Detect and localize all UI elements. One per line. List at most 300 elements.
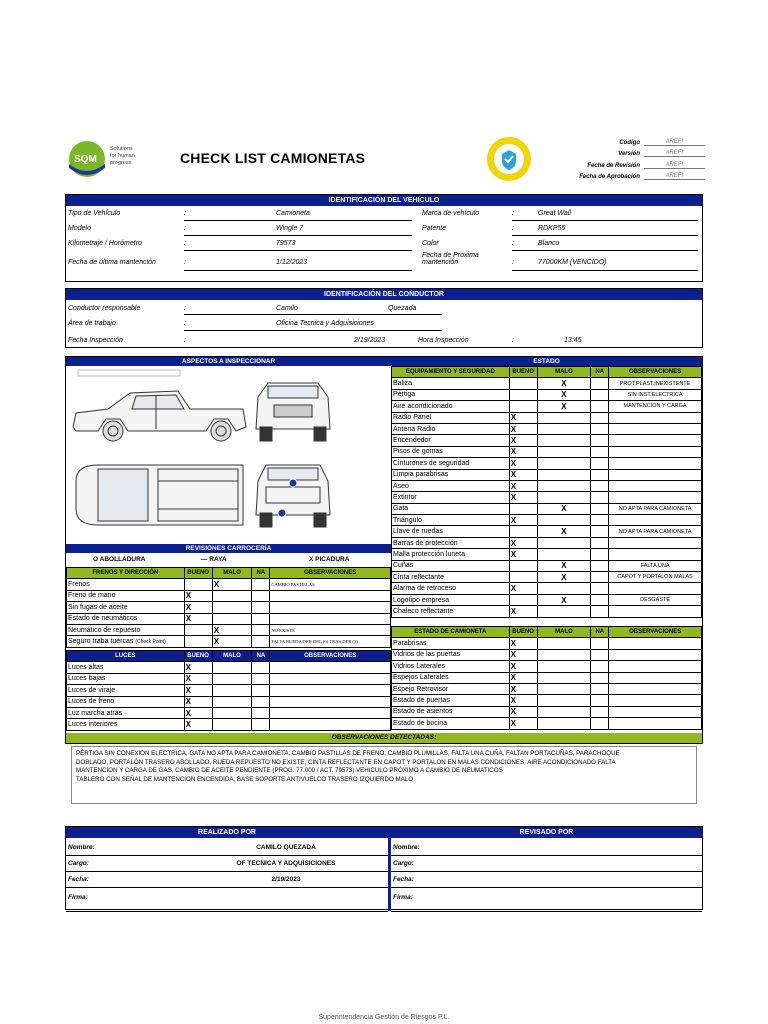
malo-cell[interactable]	[212, 662, 252, 673]
na-cell[interactable]	[591, 706, 609, 717]
item-label: Limpia parabrisas	[393, 471, 449, 479]
item-label: Sin fugas de aceite	[68, 603, 128, 611]
item-label: Parabrisas	[393, 640, 427, 648]
malo-cell[interactable]	[537, 661, 591, 672]
vehicle-value: 1/12/2023	[276, 259, 308, 266]
observacion-cell	[609, 469, 702, 480]
signature-label: Nombre:	[393, 844, 420, 851]
malo-cell[interactable]: X	[537, 401, 591, 412]
na-cell[interactable]	[591, 435, 609, 446]
malo-cell[interactable]	[537, 583, 591, 594]
malo-cell[interactable]	[537, 458, 591, 469]
fecha-inspeccion-label: Fecha Inspección	[68, 337, 123, 344]
bueno-cell[interactable]: X	[509, 469, 537, 480]
table-row	[392, 706, 702, 717]
na-cell[interactable]	[252, 662, 270, 673]
signature-line	[66, 887, 388, 888]
na-cell[interactable]	[591, 446, 609, 457]
item-name	[392, 583, 510, 594]
observacion-cell: SIN INST.ELECTRICA	[609, 389, 702, 400]
observacion-cell	[609, 649, 702, 660]
hora-inspeccion-value: 13:45	[564, 337, 582, 344]
malo-cell[interactable]: X	[537, 572, 591, 583]
driver-first-name: Camilo	[276, 305, 298, 312]
observacion-cell	[609, 683, 702, 694]
signature-label: Nombre:	[68, 844, 95, 851]
malo-cell[interactable]	[537, 638, 591, 649]
table-row	[392, 480, 702, 491]
table-row	[392, 423, 702, 434]
malo-cell[interactable]: X	[212, 624, 252, 635]
malo-cell[interactable]	[537, 515, 591, 526]
malo-cell[interactable]	[212, 602, 252, 613]
na-cell[interactable]	[591, 401, 609, 412]
item-label: Estado de neumáticos	[68, 615, 138, 623]
sep: :	[512, 259, 514, 266]
bueno-cell[interactable]: X	[509, 435, 537, 446]
item-name	[392, 606, 510, 617]
column-header: OBSERVACIONES	[609, 627, 702, 638]
signature-line	[391, 887, 702, 888]
item-name	[67, 707, 185, 718]
item-label: Espejo Retrovisor	[393, 685, 449, 693]
observaciones-text	[71, 746, 697, 804]
table-header	[392, 367, 702, 378]
bueno-cell[interactable]: X	[509, 661, 537, 672]
meta-value: #REF!	[644, 150, 705, 157]
column-header: EQUIPAMIENTO Y SEGURIDAD	[392, 367, 510, 378]
column-header: NA	[252, 651, 270, 662]
item-label: Espejos Laterales	[393, 674, 449, 682]
column-header: MALO	[212, 651, 252, 662]
table-row	[392, 446, 702, 457]
observacion-cell	[609, 480, 702, 491]
malo-cell[interactable]: X	[537, 378, 591, 389]
obs-line: PÉRTIGA SIN CONEXION ELECTRICA, GATA NO APTA PARA CAMIONETA, CAMBIO PASTILLAS DE FRENO, CAMBIO PLUMILLAS, FALTA UNA CUÑA, FALTAN PORTACUÑAS, PARACHOQUE	[76, 750, 620, 757]
observacion-cell: FALTA UNA	[609, 560, 702, 571]
item-name	[392, 446, 510, 457]
bueno-cell[interactable]: X	[184, 696, 212, 707]
item-label: Pértiga	[393, 391, 416, 399]
sep: :	[512, 210, 514, 217]
na-cell[interactable]	[591, 537, 609, 548]
observacion-cell	[609, 606, 702, 617]
na-cell[interactable]	[252, 707, 270, 718]
malo-cell[interactable]	[537, 549, 591, 560]
malo-cell[interactable]: X	[537, 389, 591, 400]
item-label: Extintor	[393, 493, 417, 501]
sep: :	[512, 337, 514, 344]
observacion-cell	[609, 672, 702, 683]
na-cell[interactable]	[252, 590, 270, 601]
na-cell[interactable]	[591, 480, 609, 491]
table-row	[392, 503, 702, 514]
signature-line	[66, 871, 388, 872]
bueno-cell[interactable]: X	[509, 458, 537, 469]
truck-diagram-icon	[68, 369, 386, 541]
vehicle-value: Wingle 7	[276, 225, 304, 232]
observacion-cell: MANTENCION Y CARGA	[609, 401, 702, 412]
column-header: MALO	[537, 367, 591, 378]
bueno-cell[interactable]: X	[509, 423, 537, 434]
driver-label: Conductor responsable	[68, 305, 141, 312]
item-label: Logotipo empresa	[393, 596, 450, 604]
na-cell[interactable]	[591, 572, 609, 583]
footer-text: Superintendencia Gestión de Riesgos P.L.	[318, 1014, 450, 1021]
malo-cell[interactable]	[537, 672, 591, 683]
na-cell[interactable]	[591, 549, 609, 560]
bueno-cell[interactable]: X	[184, 662, 212, 673]
malo-cell[interactable]	[537, 435, 591, 446]
na-cell[interactable]	[252, 719, 270, 730]
na-cell[interactable]	[591, 469, 609, 480]
malo-cell[interactable]	[537, 537, 591, 548]
table-row	[67, 673, 391, 684]
meta-row	[560, 157, 705, 169]
item-label: Baliza	[393, 380, 413, 388]
item-label: Luces interiores	[68, 721, 118, 729]
table-row	[67, 707, 391, 718]
na-cell[interactable]	[591, 412, 609, 423]
vehicle-row	[66, 236, 702, 251]
malo-cell[interactable]	[212, 696, 252, 707]
malo-cell[interactable]	[537, 412, 591, 423]
vehicle-label: Color	[422, 240, 439, 247]
item-name	[392, 435, 510, 446]
bueno-cell[interactable]: X	[509, 492, 537, 503]
na-cell[interactable]	[591, 683, 609, 694]
malo-cell[interactable]	[537, 492, 591, 503]
table-row	[392, 649, 702, 660]
vehicle-value: 77000KM (VENCIDO)	[538, 259, 607, 266]
na-cell[interactable]	[591, 503, 609, 514]
estado-header: ESTADO	[391, 357, 702, 366]
malo-cell[interactable]	[537, 423, 591, 434]
table-row	[392, 718, 702, 729]
item-name	[392, 458, 510, 469]
na-cell[interactable]	[591, 661, 609, 672]
item-label: Estado de puertas	[393, 697, 450, 705]
observacion-cell	[609, 583, 702, 594]
item-label: Radio Panel	[393, 414, 432, 422]
item-label: Triángulo	[393, 516, 422, 524]
driver-section	[65, 288, 703, 348]
malo-cell[interactable]	[537, 683, 591, 694]
malo-cell[interactable]: X	[212, 636, 252, 647]
na-cell[interactable]	[591, 458, 609, 469]
na-cell[interactable]	[591, 389, 609, 400]
malo-cell[interactable]	[212, 707, 252, 718]
item-name	[392, 718, 510, 729]
table-row	[67, 579, 391, 590]
item-label: Luces altas	[68, 664, 104, 672]
item-name	[67, 685, 185, 696]
na-cell[interactable]	[591, 649, 609, 660]
bueno-cell[interactable]	[509, 503, 537, 514]
item-name	[392, 480, 510, 491]
bueno-cell[interactable]: X	[509, 706, 537, 717]
observacion-cell: NO APTA PARA CAMIONETA	[609, 503, 702, 514]
obs-line: TABLERO CON SEÑAL DE MANTENCION ENCENDIDA, BASE SOPORTE ANTIVUELCO TRASERO IZQUIERDO MALO	[76, 775, 414, 783]
bueno-cell[interactable]: X	[184, 719, 212, 730]
legend-abolladura: O ABOLLADURA	[93, 556, 146, 563]
column-header: BUENO	[184, 568, 212, 579]
malo-cell[interactable]	[537, 649, 591, 660]
signature-label: Cargo:	[68, 860, 89, 867]
item-name	[67, 719, 185, 730]
item-label: Malla protección luneta	[393, 550, 465, 558]
underline	[512, 270, 698, 271]
page-title: CHECK LIST CAMIONETAS	[180, 150, 366, 166]
meta-value: #REF!	[644, 139, 705, 146]
bueno-cell[interactable]: X	[509, 638, 537, 649]
vehicle-section	[65, 194, 703, 282]
bueno-cell[interactable]: X	[184, 685, 212, 696]
observacion-cell: PROT.PLAST.INEXISTENTE	[609, 378, 702, 389]
column-header: BUENO	[509, 627, 537, 638]
bueno-cell[interactable]	[184, 624, 212, 635]
item-name	[392, 695, 510, 706]
item-label: Luces de freno	[68, 698, 115, 706]
signature-label: Firma:	[393, 894, 413, 901]
table-row	[392, 560, 702, 571]
column-header: MALO	[212, 568, 252, 579]
bueno-cell[interactable]	[509, 560, 537, 571]
na-cell[interactable]	[252, 636, 270, 647]
bueno-cell[interactable]	[509, 401, 537, 412]
frenos-table	[66, 567, 391, 648]
table-row	[67, 613, 391, 624]
bueno-cell[interactable]	[509, 572, 537, 583]
malo-cell[interactable]	[537, 446, 591, 457]
na-cell[interactable]	[591, 492, 609, 503]
item-name	[392, 638, 510, 649]
bueno-cell[interactable]: X	[509, 718, 537, 729]
hora-inspeccion-label: Hora Inspección	[418, 337, 469, 344]
na-cell[interactable]	[591, 515, 609, 526]
na-cell[interactable]	[252, 602, 270, 613]
observacion-cell	[270, 673, 391, 684]
table-row	[392, 594, 702, 605]
na-cell[interactable]	[591, 560, 609, 571]
malo-cell[interactable]	[537, 469, 591, 480]
table-row	[392, 412, 702, 423]
item-label: Frenos	[68, 581, 90, 589]
table-row	[392, 469, 702, 480]
vehicle-value: RDKP55	[538, 225, 566, 232]
bueno-cell[interactable]: X	[509, 683, 537, 694]
area-value: Oficina Tecnica y Adquisiciones	[276, 320, 374, 327]
item-name	[392, 572, 510, 583]
malo-cell[interactable]	[212, 685, 252, 696]
item-name	[392, 515, 510, 526]
signature-label: Firma:	[68, 894, 88, 901]
na-cell[interactable]	[252, 673, 270, 684]
column-header: NA	[591, 627, 609, 638]
item-note: (Check Point)	[135, 639, 166, 646]
vehicle-row	[66, 206, 702, 221]
na-cell[interactable]	[591, 378, 609, 389]
na-cell[interactable]	[591, 594, 609, 605]
malo-cell[interactable]	[537, 695, 591, 706]
item-label: Cinta reflectante	[393, 573, 444, 581]
table-row	[392, 458, 702, 469]
item-label: Neumático de repuesto	[68, 626, 141, 634]
item-name	[392, 526, 510, 537]
observacion-cell: NO EXISTE	[270, 624, 391, 635]
revisado-block	[391, 827, 702, 911]
meta-row	[560, 146, 705, 158]
malo-cell[interactable]: X	[212, 579, 252, 590]
na-cell[interactable]	[252, 696, 270, 707]
carroceria-header: REVISIONES CARROCERÍA	[66, 544, 391, 553]
table-row	[392, 572, 702, 583]
na-cell[interactable]	[252, 613, 270, 624]
table-row	[392, 515, 702, 526]
malo-cell[interactable]: X	[537, 526, 591, 537]
malo-cell[interactable]	[537, 480, 591, 491]
table-header	[67, 568, 391, 579]
vehicle-label: Patente	[422, 225, 447, 232]
bueno-cell[interactable]: X	[509, 583, 537, 594]
observacion-cell	[270, 707, 391, 718]
malo-cell[interactable]: X	[537, 503, 591, 514]
legend-picadura: X PICADURA	[309, 556, 350, 563]
bueno-cell[interactable]: X	[509, 412, 537, 423]
table-row	[392, 378, 702, 389]
signature-value: CAMILO QUEZADA	[256, 844, 316, 851]
na-cell[interactable]	[252, 579, 270, 590]
item-label: Chaleco reflectante	[393, 607, 454, 615]
bueno-cell[interactable]: X	[509, 649, 537, 660]
observacion-cell	[609, 458, 702, 469]
vehicle-label: Kilometraje / Horómetro	[68, 240, 142, 247]
column-header: OBSERVACIONES	[609, 367, 702, 378]
item-name	[392, 492, 510, 503]
na-cell[interactable]	[252, 624, 270, 635]
column-header: BUENO	[509, 367, 537, 378]
na-cell[interactable]	[591, 526, 609, 537]
bueno-cell[interactable]	[509, 389, 537, 400]
malo-cell[interactable]	[537, 706, 591, 717]
bueno-cell[interactable]: X	[184, 613, 212, 624]
carroceria-legend	[66, 555, 391, 565]
bueno-cell[interactable]	[509, 594, 537, 605]
signature-section	[65, 826, 703, 910]
bueno-cell[interactable]: X	[509, 515, 537, 526]
observacion-cell	[270, 662, 391, 673]
bueno-cell[interactable]: X	[509, 672, 537, 683]
signature-line	[391, 871, 702, 872]
malo-cell[interactable]: X	[537, 560, 591, 571]
table-row	[67, 719, 391, 730]
aspects-header: ASPECTOS A INSPECCIONAR	[66, 357, 391, 366]
logo-tagline-3: progress	[110, 160, 132, 166]
malo-cell[interactable]	[212, 590, 252, 601]
item-name	[67, 673, 185, 684]
table-row	[67, 636, 391, 647]
vehicle-value: 79573	[276, 240, 296, 247]
bueno-cell[interactable]: X	[509, 695, 537, 706]
signature-line	[391, 855, 702, 856]
observacion-cell	[270, 685, 391, 696]
sep: :	[184, 337, 186, 344]
sep: :	[512, 225, 514, 232]
na-cell[interactable]	[591, 695, 609, 706]
column-header: MALO	[537, 627, 591, 638]
signature-line	[391, 911, 702, 912]
table-row	[67, 624, 391, 635]
vehicle-value: Blanco	[538, 240, 560, 247]
table-row	[392, 683, 702, 694]
bueno-cell[interactable]	[509, 526, 537, 537]
underline	[184, 270, 412, 271]
malo-cell[interactable]	[537, 718, 591, 729]
malo-cell[interactable]	[212, 613, 252, 624]
document-meta	[560, 134, 705, 180]
bueno-cell[interactable]: X	[509, 480, 537, 491]
malo-cell[interactable]	[212, 673, 252, 684]
bueno-cell[interactable]: X	[509, 549, 537, 560]
observacion-cell	[609, 695, 702, 706]
item-name	[392, 594, 510, 605]
table-row	[392, 492, 702, 503]
bueno-cell[interactable]: X	[184, 673, 212, 684]
bueno-cell[interactable]	[184, 579, 212, 590]
bueno-cell[interactable]: X	[184, 590, 212, 601]
bueno-cell[interactable]: X	[509, 606, 537, 617]
meta-value: #REF!	[644, 173, 705, 180]
malo-cell[interactable]	[537, 606, 591, 617]
fecha-inspeccion-value: 2/19/2023	[354, 337, 386, 344]
bueno-cell[interactable]	[509, 378, 537, 389]
bueno-cell[interactable]: X	[509, 446, 537, 457]
item-label: Barras de protección	[393, 539, 458, 547]
item-label: Antena Radio	[393, 425, 436, 433]
na-cell[interactable]	[591, 583, 609, 594]
signature-line	[66, 855, 388, 856]
malo-cell[interactable]: X	[537, 594, 591, 605]
observacion-cell	[270, 602, 391, 613]
na-cell[interactable]	[591, 718, 609, 729]
item-label: Luz marcha atrás	[68, 709, 123, 717]
observacion-cell: NO APTA PARA CAMIONETA	[609, 526, 702, 537]
na-cell[interactable]	[591, 672, 609, 683]
na-cell[interactable]	[591, 423, 609, 434]
item-label: Luces bajas	[68, 675, 106, 683]
bueno-cell[interactable]: X	[184, 602, 212, 613]
sep: :	[184, 225, 186, 232]
observacion-cell	[270, 719, 391, 730]
na-cell[interactable]	[591, 638, 609, 649]
column-header: LUCES	[67, 651, 185, 662]
area-label: Área de trabajo	[68, 320, 116, 327]
na-cell[interactable]	[591, 606, 609, 617]
equipamiento-table	[391, 366, 702, 618]
malo-cell[interactable]	[212, 719, 252, 730]
meta-label: Código	[619, 139, 640, 146]
meta-label: Fecha de Aprobación	[579, 174, 640, 180]
item-label: Encendedor	[393, 437, 431, 445]
bueno-cell[interactable]: X	[184, 707, 212, 718]
bueno-cell[interactable]: X	[509, 537, 537, 548]
bueno-cell[interactable]	[184, 636, 212, 647]
logo-tagline-2: for human	[110, 153, 135, 159]
observacion-cell	[609, 492, 702, 503]
na-cell[interactable]	[252, 685, 270, 696]
item-name	[67, 590, 185, 601]
vehicle-value: Great Wall	[538, 210, 571, 217]
